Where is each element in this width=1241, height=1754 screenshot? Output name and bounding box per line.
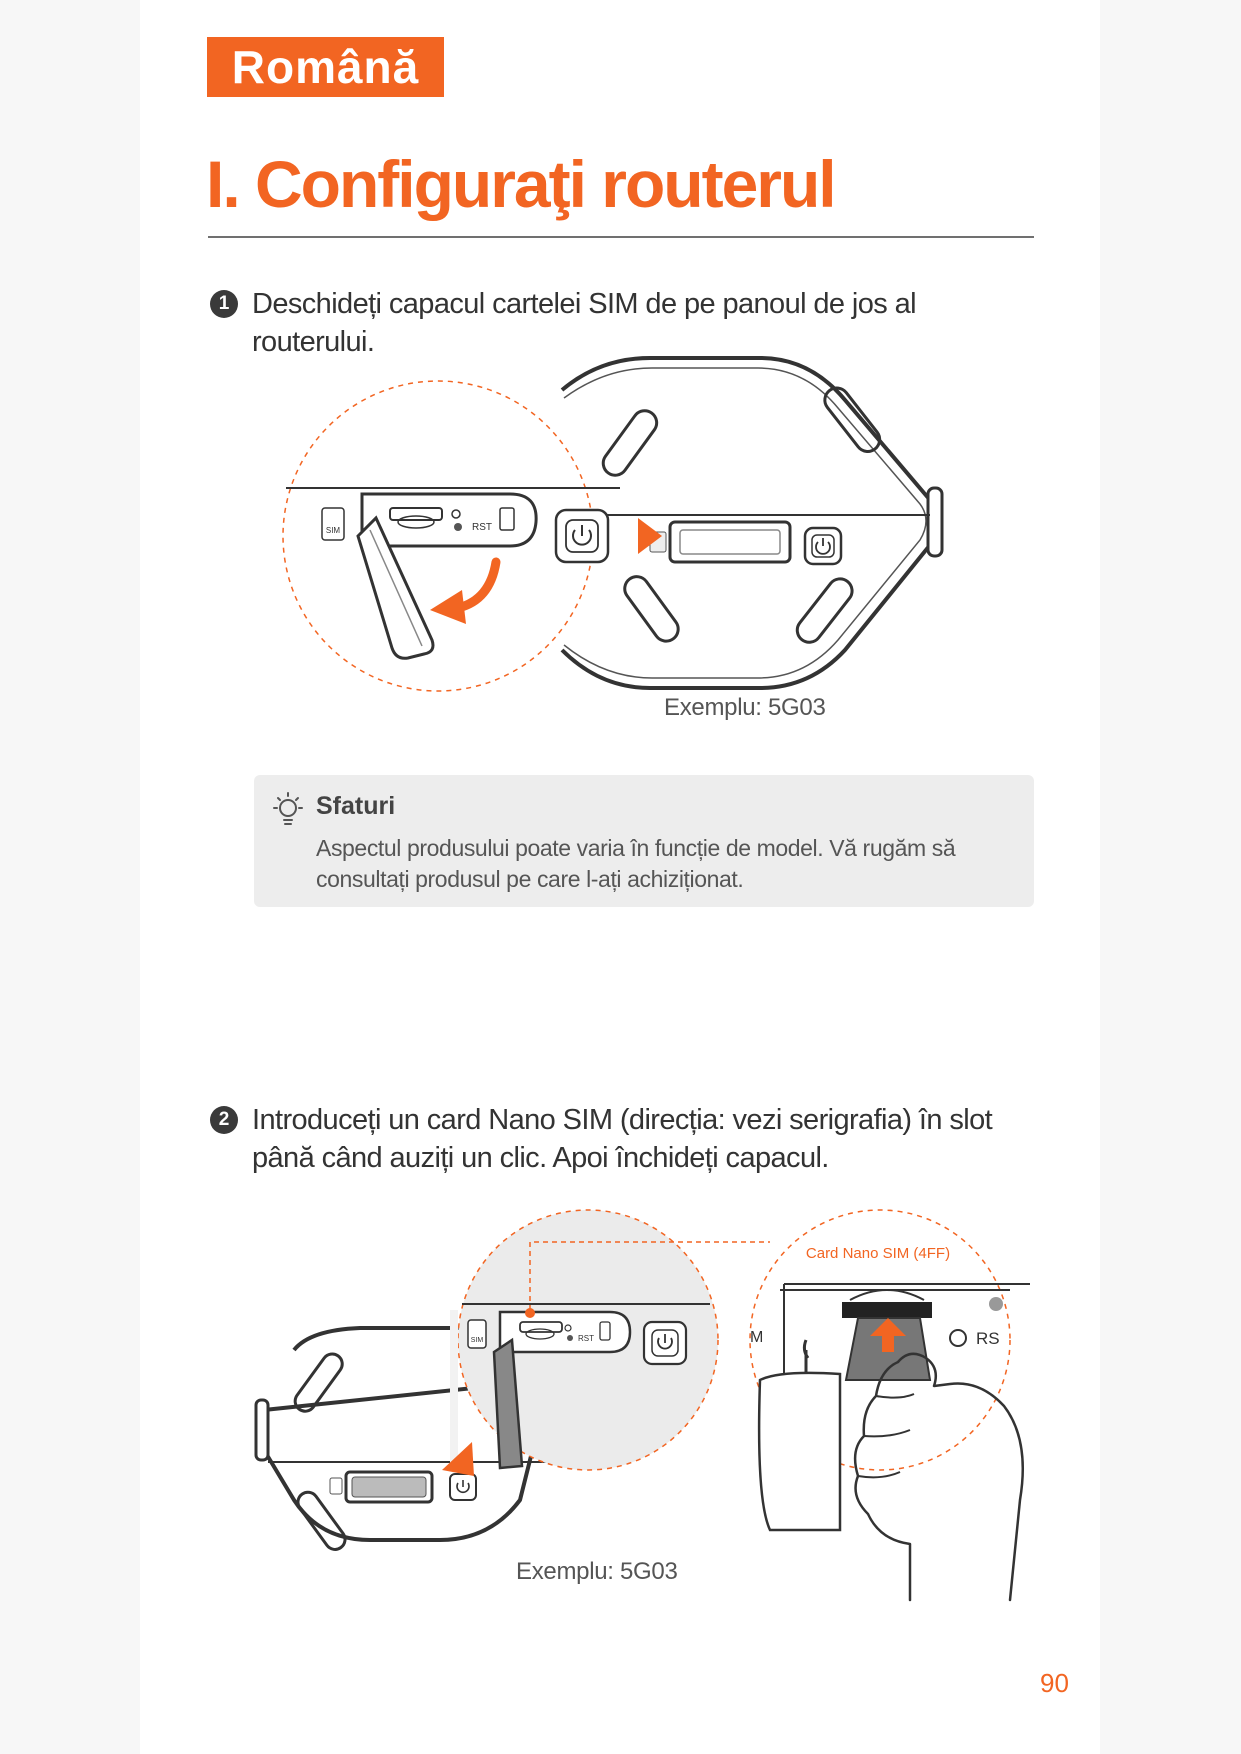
- figure-2-sim-insert-illustration: [250, 1200, 1050, 1600]
- lightbulb-icon: [270, 791, 306, 831]
- figure-1-caption: Exemplu: 5G03: [664, 694, 826, 721]
- router-power-button-2: [450, 1474, 476, 1500]
- language-tab: Română: [207, 37, 444, 97]
- zoom2-rst-label: RST: [578, 1334, 594, 1343]
- page-number: 90: [1040, 1668, 1069, 1698]
- router-power-button: [805, 528, 841, 564]
- figure-2-caption: Exemplu: 5G03: [516, 1558, 678, 1585]
- step-2-text: Introduceți un card Nano SIM (direcția: vezi serigrafia) în slot până când auziți un clic. Apoi închideți capacul.: [252, 1104, 993, 1174]
- router-side-button: [928, 488, 942, 556]
- section-title: I. Configuraţi routerul: [206, 147, 835, 221]
- figure-1-router-illustration: [300, 350, 960, 700]
- step-1-number: 1: [210, 290, 238, 318]
- nano-sim-callout: Card Nano SIM (4FF): [805, 1245, 951, 1262]
- zoom3-m-label: M: [750, 1329, 764, 1346]
- zoom3-rst-label: RS: [976, 1329, 1000, 1348]
- nano-sim-slot: [842, 1302, 932, 1318]
- zoom-power-button: [556, 510, 608, 562]
- zoom-sim-icon: [322, 508, 344, 540]
- router-sim-tray: [670, 522, 790, 562]
- zoom-rst-label: RST: [472, 522, 492, 533]
- zoom-sim-label: SIM: [325, 526, 341, 535]
- zoom-rst-dot: [452, 510, 460, 518]
- zoom-sim-slot: [390, 508, 442, 520]
- step-1-text: Deschideți capacul cartelei SIM de pe panoul de jos al routerului.: [252, 288, 917, 358]
- title-divider: [208, 236, 1034, 238]
- zoom2-sim-label: SIM: [470, 1337, 484, 1344]
- step-2-number: 2: [210, 1106, 238, 1134]
- tips-box: [254, 775, 1034, 907]
- tips-body: Aspectul produsului poate varia în funcție de model. Vă rugăm să consultați produsul pe care l-ați achiziționat.: [316, 835, 956, 892]
- zoom2-power-button: [644, 1322, 686, 1364]
- tips-title: Sfaturi: [316, 792, 396, 820]
